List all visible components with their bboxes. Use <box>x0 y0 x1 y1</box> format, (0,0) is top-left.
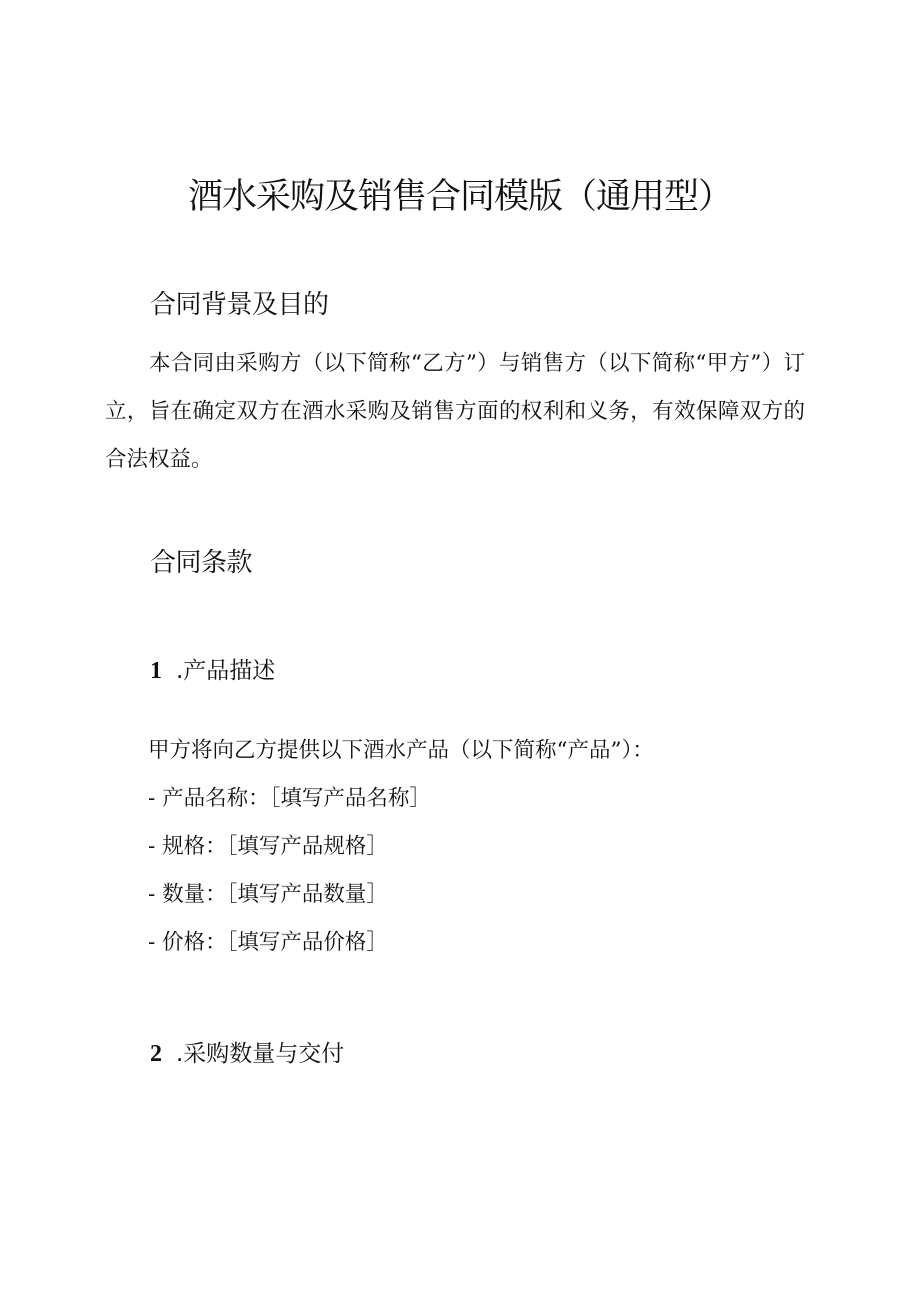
clause-heading-2 <box>150 1038 344 1070</box>
list-item-quantity: - 数量：［填写产品数量］ <box>148 882 388 907</box>
document-title: 酒水采购及销售合同模版（通用型） <box>187 177 732 217</box>
section-heading-terms: 合同条款 <box>150 548 253 578</box>
list-item-spec: - 规格：［填写产品规格］ <box>148 834 388 859</box>
list-item-price: - 价格：［填写产品价格］ <box>148 930 388 955</box>
clause-title-1: .产品描述 <box>176 658 276 684</box>
clause-heading-1 <box>150 655 275 687</box>
clause-number-2: 2 <box>150 1041 162 1067</box>
clause-number-1: 1 <box>150 658 162 684</box>
clause-title-2: .采购数量与交付 <box>176 1041 345 1067</box>
section-heading-background: 合同背景及目的 <box>150 290 329 320</box>
background-paragraph: 本合同由采购方（以下简称“乙方”）与销售方（以下简称“甲方”）订立，旨在确定双方在酒水采购及销售方面的权利和义务，有效保障双方的合法权益。 <box>105 351 805 472</box>
list-item-product-name: - 产品名称：［填写产品名称］ <box>148 786 431 811</box>
clause-1-intro: 甲方将向乙方提供以下酒水产品（以下简称“产品”）： <box>148 738 654 763</box>
